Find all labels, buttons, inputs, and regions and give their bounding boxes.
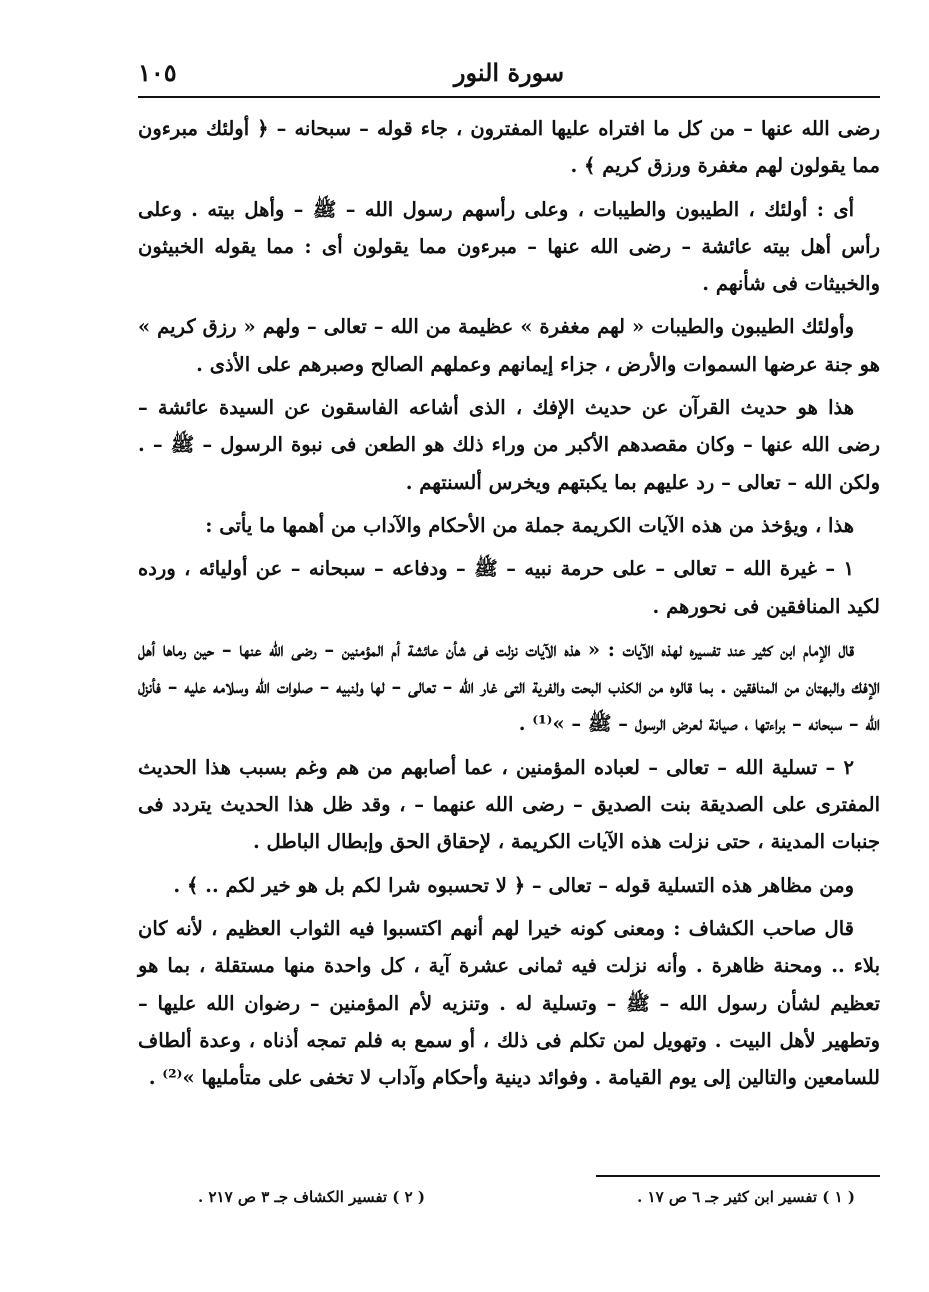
footnote-2: ( ٢ ) تفسير الكشاف جـ ٣ ص ٢١٧ . bbox=[198, 1188, 426, 1206]
paragraph: رضى الله عنها – من كل ما افتراه عليها المفترون ، جاء قوله – سبحانه – ﴿ أولئك مبرءون مما يقولون لهم مغفرة ورزق كريم ﴾ . bbox=[138, 117, 880, 178]
paragraph: قال الإمام ابن كثير عند تفسيره لهذه الآيات : « هذه الآيات نزلت فى شأن عائشة أم المؤمنين – رضى الله عنها – حين رماها أهل الإفك والبهتان من المنافقين . بما قالوه من الكذب البحت والفرية التى غار الله – تعالى – لها ولنبيه – صلوات الله وسلامه عليه – فأنزل الله – سبحانه – براءتها ، صيانة لعرض الرسول – ﷺ – »⁽¹⁾ . bbox=[138, 637, 880, 736]
paragraph: هذا ، ويؤخذ من هذه الآيات الكريمة جملة من الأحكام والآداب من أهمها ما يأتى : bbox=[205, 513, 854, 537]
paragraph: ومن مظاهر هذه التسلية قوله – تعالى – ﴿ لا تحسبوه شرا لكم بل هو خير لكم .. ﴾ . bbox=[173, 873, 854, 897]
paragraph: ٢ – تسلية الله – تعالى – لعباده المؤمنين ، عما أصابهم من هم وغم بسبب هذا الحديث المفترى على الصديقة بنت الصديق – رضى الله عنهما – ، وقد ظل هذا الحديث يتردد فى جنبات المدينة ، حتى نزلت هذه الآيات الكريمة ، لإحقاق الحق وإبطال الباطل . bbox=[138, 755, 880, 854]
paragraph: هذا هو حديث القرآن عن حديث الإفك ، الذى أشاعه الفاسقون عن السيدة عائشة – رضى الله عنها – وكان مقصدهم الأكبر من وراء ذلك هو الطعن فى نبوة الرسول – ﷺ – . ولكن الله – تعالى – رد عليهم بما يكبتهم ويخرس ألسنتهم . bbox=[138, 396, 880, 494]
surah-title: سورة النور bbox=[453, 58, 565, 87]
page-number: ١٠٥ bbox=[138, 58, 177, 87]
page-header bbox=[138, 56, 880, 98]
page-body bbox=[138, 110, 880, 1102]
paragraph: وأولئك الطيبون والطيبات « لهم مغفرة » عظيمة من الله – تعالى – ولهم « رزق كريم » هو جنة عرضها السموات والأرض ، جزاء إيمانهم وعملهم الصالح وصبرهم على الأذى . bbox=[138, 315, 880, 376]
paragraph: ١ – غيرة الله – تعالى – على حرمة نبيه – ﷺ – ودفاعه – سبحانه – عن أوليائه ، ورده لكيد المنافقين فى نحورهم . bbox=[138, 557, 880, 618]
footnote-1: ( ١ ) تفسير ابن كثير جـ ٦ ص ١٧ . bbox=[637, 1188, 855, 1206]
paragraph: أى : أولئك ، الطيبون والطيبات ، وعلى رأسهم رسول الله – ﷺ – وأهل بيته . وعلى رأس أهل بيته عائشة – رضى الله عنها – مبرءون مما يقولون أى : مما يقوله الخبيثون والخبيثات فى شأنهم . bbox=[138, 197, 880, 296]
footnotes bbox=[138, 1188, 880, 1218]
footnote-divider bbox=[596, 1175, 880, 1177]
paragraph: قال صاحب الكشاف : ومعنى كونه خيرا لهم أنهم اكتسبوا فيه الثواب العظيم ، لأنه كان بلاء .. ومحنة ظاهرة . وأنه نزلت فيه ثمانى عشرة آية ، كل واحدة منها مستقلة ، بما هو تعظيم لشأن رسول الله – ﷺ – وتسلية له . وتنزيه لأم المؤمنين – رضوان الله عليها – وتطهير لأهل البيت . وتهويل لمن تكلم فى ذلك ، أو سمع به فلم تمجه أذناه ، وعدة ألطاف للسامعين والتالين إلى يوم القيامة . وفوائد دينية وأحكام وآداب لا تخفى على متأمليها »⁽²⁾ . bbox=[138, 916, 881, 1090]
